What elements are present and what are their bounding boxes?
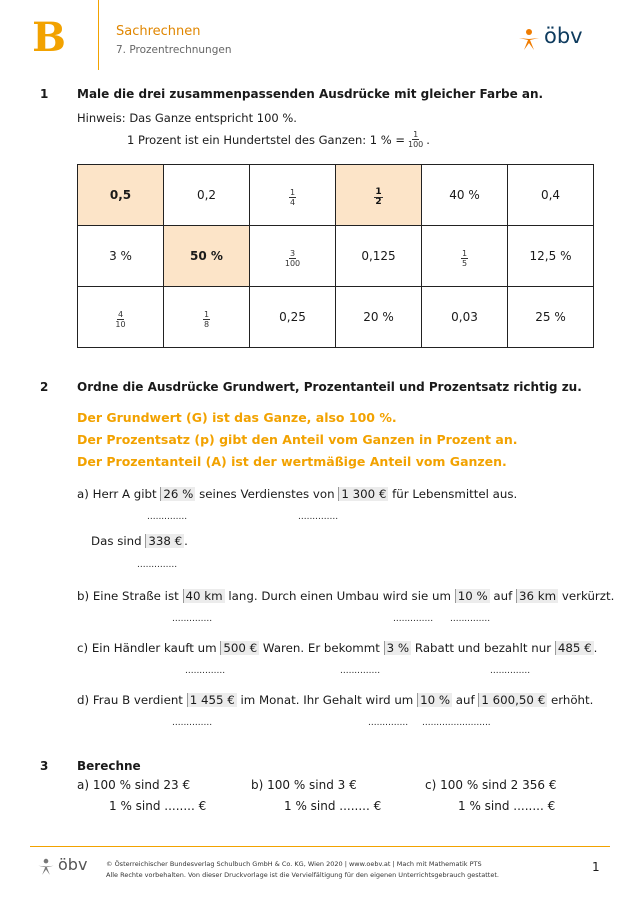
value-box[interactable]: 485 € (555, 641, 594, 655)
task3-b-given: b) 100 % sind 3 € (251, 778, 357, 792)
grid-cell[interactable] (336, 226, 422, 287)
task3-c-given: c) 100 % sind 2 356 € (425, 778, 557, 792)
grid-cell[interactable] (250, 287, 336, 348)
answer-blank[interactable]: ........................ (422, 718, 491, 728)
answer-blank[interactable]: .............. (147, 512, 188, 522)
footer-logo-text: öbv (58, 855, 88, 874)
cell-fraction (461, 249, 468, 268)
grid-cell[interactable] (78, 287, 164, 348)
cell-value: 25 % (535, 310, 566, 324)
answer-blank[interactable]: .............. (185, 666, 226, 676)
fraction-numerator: 3 (289, 248, 296, 258)
fraction-numerator: 1 (413, 130, 419, 139)
task2-definition-prozentsatz: Der Prozentsatz (p) gibt den Anteil vom Ganzen in Prozent an. (77, 432, 518, 447)
fraction-numerator: 4 (117, 309, 124, 319)
text: erhöht. (547, 693, 594, 707)
task2-definition-prozentanteil: Der Prozentanteil (A) ist der wertmäßige Anteil vom Ganzen. (77, 454, 507, 469)
cell-value: 20 % (363, 310, 394, 324)
value-box[interactable]: 338 € (145, 534, 184, 548)
grid-cell[interactable] (508, 287, 594, 348)
header-title: Sachrechnen (116, 24, 201, 39)
grid-cell[interactable] (422, 226, 508, 287)
task1-hint2-end: . (426, 132, 430, 147)
cell-value: 40 % (449, 188, 480, 202)
exercise-a-line2 (91, 534, 188, 548)
task3-a-given: a) 100 % sind 23 € (77, 778, 191, 792)
grid-cell[interactable] (422, 287, 508, 348)
footer-copyright: © Österreichischer Bundesverlag Schulbuch GmbH & Co. KG, Wien 2020 | www.oebv.at | Mach mit Mathematik PTS (106, 860, 482, 868)
text: verkürzt. (558, 589, 615, 603)
grid-cell[interactable] (508, 165, 594, 226)
cell-value: 3 % (109, 249, 132, 263)
text: auf (452, 693, 479, 707)
publisher-logo-text: öbv (544, 24, 583, 48)
answer-blank[interactable]: .............. (450, 614, 491, 624)
fraction-denominator: 10 (115, 319, 126, 329)
cell-value: 0,5 (109, 188, 132, 202)
text: seines Verdienstes von (195, 487, 339, 501)
value-box[interactable]: 1 300 € (338, 487, 388, 501)
exercise-a-line1 (77, 487, 517, 501)
fraction-denominator: 100 (284, 258, 301, 268)
exercise-c-line (77, 641, 597, 655)
fraction-denominator: 100 (408, 140, 424, 149)
page-number: 1 (592, 860, 600, 874)
answer-blank[interactable]: .............. (368, 718, 409, 728)
header-subtitle: 7. Prozentrechnungen (116, 44, 232, 56)
fraction-numerator: 1 (461, 248, 468, 258)
cell-fraction (203, 310, 210, 329)
answer-blank[interactable]: .............. (393, 614, 434, 624)
task2-title: Ordne die Ausdrücke Grundwert, Prozentanteil und Prozentsatz richtig zu. (77, 380, 582, 394)
task1-hint2-fraction (408, 130, 423, 149)
fraction-denominator: 5 (461, 258, 468, 268)
grid-cell[interactable] (336, 165, 422, 226)
task1-title: Male die drei zusammenpassenden Ausdrücke mit gleicher Farbe an. (77, 87, 544, 101)
footer-rights: Alle Rechte vorbehalten. Von dieser Druckvorlage ist die Vervielfältigung für den eigenen Unterrichtsgebrauch gestattet. (106, 871, 499, 879)
value-box[interactable]: 36 km (516, 589, 558, 603)
value-box[interactable]: 10 % (455, 589, 490, 603)
answer-blank[interactable]: .............. (490, 666, 531, 676)
value-box[interactable]: 26 % (160, 487, 195, 501)
grid-cell[interactable] (164, 287, 250, 348)
text: Waren. Er bekommt (259, 641, 384, 655)
text: c) Ein Händler kauft um (77, 641, 221, 655)
fraction-denominator: 4 (289, 197, 296, 207)
cell-value: 0,4 (540, 188, 561, 202)
value-box[interactable]: 1 455 € (187, 693, 237, 707)
fraction-denominator: 2 (375, 197, 382, 207)
grid-cell[interactable] (164, 226, 250, 287)
task2-number: 2 (40, 380, 49, 394)
cell-value: 0,25 (279, 310, 306, 324)
text: b) Eine Straße ist (77, 589, 183, 603)
exercise-b-line (77, 589, 614, 603)
text: a) Herr A gibt (77, 487, 161, 501)
cell-value: 0,125 (361, 249, 396, 263)
task3-c-answer[interactable]: 1 % sind ........ € (458, 799, 556, 813)
cell-value: 50 % (190, 249, 223, 263)
grid-cell[interactable] (164, 165, 250, 226)
cell-value: 12,5 % (529, 249, 572, 263)
matching-grid (77, 164, 594, 348)
task1-hint2 (127, 130, 430, 149)
answer-blank[interactable]: .............. (298, 512, 339, 522)
grid-cell[interactable] (336, 287, 422, 348)
publisher-logo (516, 24, 596, 54)
fraction-numerator: 1 (203, 309, 210, 319)
value-box[interactable]: 1 600,50 € (478, 693, 547, 707)
task1-hint2-text: 1 Prozent ist ein Hundertstel des Ganzen: 1 % = (127, 132, 405, 147)
value-box[interactable]: 3 % (384, 641, 411, 655)
task2-definition-grundwert: Der Grundwert (G) ist das Ganze, also 100 %. (77, 410, 397, 425)
text: auf (489, 589, 517, 603)
text: für Lebensmittel aus. (388, 487, 518, 501)
cell-fraction (374, 188, 382, 207)
cell-value: 0,03 (451, 310, 478, 324)
grid-cell[interactable] (78, 226, 164, 287)
answer-blank[interactable]: .............. (172, 718, 213, 728)
task3-title: Berechne (77, 759, 141, 773)
cell-value: 0,2 (196, 188, 217, 202)
answer-blank[interactable]: .............. (172, 614, 213, 624)
footer-divider (30, 846, 610, 847)
fraction-numerator: 1 (289, 187, 296, 197)
text: Rabatt und bezahlt nur (411, 641, 555, 655)
grid-cell[interactable] (78, 165, 164, 226)
chapter-letter: B (32, 14, 66, 61)
text: lang. Durch einen Umbau wird sie um (224, 589, 455, 603)
grid-cell[interactable] (508, 226, 594, 287)
grid-cell[interactable] (250, 226, 336, 287)
answer-blank[interactable]: .............. (137, 560, 178, 570)
cell-fraction (289, 188, 296, 207)
task3-number: 3 (40, 759, 49, 773)
text: d) Frau B verdient (77, 693, 187, 707)
footer-logo (36, 855, 96, 880)
value-box[interactable]: 40 km (183, 589, 225, 603)
header-divider (98, 0, 99, 70)
text: . (593, 641, 598, 655)
grid-cell[interactable] (422, 165, 508, 226)
text: . (184, 534, 188, 548)
publisher-logo-icon (516, 28, 542, 54)
cell-fraction (115, 310, 125, 329)
answer-blank[interactable]: .............. (340, 666, 381, 676)
task3-b-answer[interactable]: 1 % sind ........ € (284, 799, 382, 813)
text: Das sind (91, 534, 146, 548)
value-box[interactable]: 10 % (417, 693, 452, 707)
task1-hint1: Hinweis: Das Ganze entspricht 100 %. (77, 111, 297, 125)
value-box[interactable]: 500 € (220, 641, 259, 655)
grid-cell[interactable] (250, 165, 336, 226)
task3-a-answer[interactable]: 1 % sind ........ € (109, 799, 207, 813)
footer-logo-icon (36, 858, 56, 878)
exercise-d-line (77, 693, 593, 707)
task1-number: 1 (40, 87, 49, 101)
cell-fraction (285, 249, 300, 268)
text: im Monat. Ihr Gehalt wird um (236, 693, 418, 707)
fraction-denominator: 8 (203, 319, 210, 329)
fraction-numerator: 1 (375, 187, 382, 197)
